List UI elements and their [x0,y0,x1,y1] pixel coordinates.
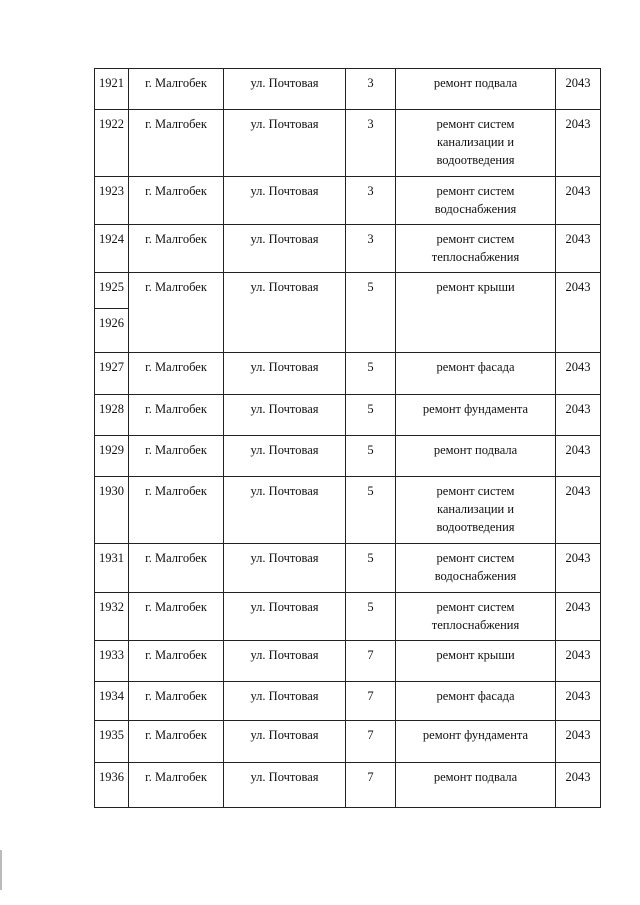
table-row [95,177,601,225]
house-cell: 5 [346,395,396,436]
row-number: 1935 [95,721,129,763]
row-number: 1922 [95,110,129,177]
house-cell: 5 [346,544,396,593]
table-row [95,682,601,721]
house-cell: 3 [346,110,396,177]
city-cell: г. Малгобек [129,641,224,682]
repair-schedule-table [94,68,601,808]
work-line: канализации и [436,135,515,149]
year-cell: 2043 [556,593,601,641]
row-number: 1925 [95,273,129,309]
table-row [95,395,601,436]
work-type-cell [396,353,556,395]
street-cell: ул. Почтовая [224,477,346,544]
year-cell: 2043 [556,682,601,721]
city-cell: г. Малгобек [129,721,224,763]
work-line: ремонт систем [436,484,515,498]
row-number: 1926 [95,309,129,353]
year-cell: 2043 [556,721,601,763]
year-cell: 2043 [556,436,601,477]
house-cell: 7 [346,763,396,808]
work-type-cell [396,273,556,353]
year-cell: 2043 [556,477,601,544]
year-cell: 2043 [556,273,601,353]
work-line: ремонт фасада [436,689,515,703]
work-line: теплоснабжения [431,618,520,632]
street-cell: ул. Почтовая [224,593,346,641]
work-line: ремонт систем [436,600,515,614]
year-cell: 2043 [556,177,601,225]
house-cell: 5 [346,593,396,641]
work-line: водоотведения [436,520,515,534]
year-cell: 2043 [556,225,601,273]
house-cell: 3 [346,69,396,110]
street-cell: ул. Почтовая [224,721,346,763]
work-line: ремонт подвала [433,76,518,90]
year-cell: 2043 [556,110,601,177]
table-row [95,593,601,641]
row-number: 1933 [95,641,129,682]
work-line: водоотведения [436,153,515,167]
street-cell: ул. Почтовая [224,763,346,808]
street-cell: ул. Почтовая [224,273,346,353]
street-cell: ул. Почтовая [224,110,346,177]
year-cell: 2043 [556,544,601,593]
work-type-cell [396,436,556,477]
city-cell: г. Малгобек [129,177,224,225]
street-cell: ул. Почтовая [224,682,346,721]
work-line: канализации и [436,502,515,516]
work-type-cell [396,641,556,682]
street-cell: ул. Почтовая [224,177,346,225]
row-number: 1923 [95,177,129,225]
table-row [95,353,601,395]
work-line: ремонт систем [436,232,515,246]
city-cell: г. Малгобек [129,477,224,544]
work-line: ремонт крыши [436,280,515,294]
work-type-cell [396,110,556,177]
work-type-cell [396,177,556,225]
street-cell: ул. Почтовая [224,436,346,477]
city-cell: г. Малгобек [129,395,224,436]
table-row [95,763,601,808]
table-row [95,544,601,593]
year-cell: 2043 [556,395,601,436]
table-row [95,110,601,177]
table-row [95,225,601,273]
work-line: ремонт фундамента [422,728,529,742]
row-number: 1929 [95,436,129,477]
city-cell: г. Малгобек [129,593,224,641]
city-cell: г. Малгобек [129,763,224,808]
work-type-cell [396,593,556,641]
row-number: 1927 [95,353,129,395]
table-row [95,641,601,682]
work-type-cell [396,682,556,721]
work-line: ремонт подвала [433,770,518,784]
year-cell: 2043 [556,353,601,395]
work-line: водоснабжения [434,569,517,583]
work-line: ремонт систем [436,551,515,565]
street-cell: ул. Почтовая [224,225,346,273]
table-body [95,69,601,808]
row-number: 1930 [95,477,129,544]
house-cell: 7 [346,641,396,682]
house-cell: 7 [346,721,396,763]
work-type-cell [396,763,556,808]
work-type-cell [396,395,556,436]
table-row [95,69,601,110]
city-cell: г. Малгобек [129,436,224,477]
street-cell: ул. Почтовая [224,353,346,395]
work-line: ремонт крыши [436,648,515,662]
row-number: 1932 [95,593,129,641]
street-cell: ул. Почтовая [224,641,346,682]
house-cell: 5 [346,477,396,544]
row-number: 1934 [95,682,129,721]
work-line: ремонт фасада [436,360,515,374]
table-row [95,273,601,309]
work-type-cell [396,69,556,110]
row-number: 1928 [95,395,129,436]
table-row [95,721,601,763]
city-cell: г. Малгобек [129,544,224,593]
street-cell: ул. Почтовая [224,69,346,110]
city-cell: г. Малгобек [129,353,224,395]
city-cell: г. Малгобек [129,273,224,353]
house-cell: 3 [346,177,396,225]
house-cell: 5 [346,353,396,395]
street-cell: ул. Почтовая [224,395,346,436]
table-row [95,436,601,477]
row-number: 1936 [95,763,129,808]
street-cell: ул. Почтовая [224,544,346,593]
row-number: 1924 [95,225,129,273]
row-number: 1931 [95,544,129,593]
work-line: ремонт систем [436,184,515,198]
house-cell: 5 [346,436,396,477]
year-cell: 2043 [556,641,601,682]
work-line: теплоснабжения [431,250,520,264]
city-cell: г. Малгобек [129,225,224,273]
city-cell: г. Малгобек [129,69,224,110]
work-type-cell [396,544,556,593]
work-line: водоснабжения [434,202,517,216]
work-type-cell [396,477,556,544]
work-line: ремонт систем [436,117,515,131]
table-row [95,477,601,544]
year-cell: 2043 [556,69,601,110]
work-line: ремонт фундамента [422,402,529,416]
work-line: ремонт подвала [433,443,518,457]
row-number: 1921 [95,69,129,110]
scan-edge-mark [0,850,2,890]
city-cell: г. Малгобек [129,110,224,177]
house-cell: 3 [346,225,396,273]
work-type-cell [396,721,556,763]
city-cell: г. Малгобек [129,682,224,721]
house-cell: 5 [346,273,396,353]
house-cell: 7 [346,682,396,721]
year-cell: 2043 [556,763,601,808]
work-type-cell [396,225,556,273]
